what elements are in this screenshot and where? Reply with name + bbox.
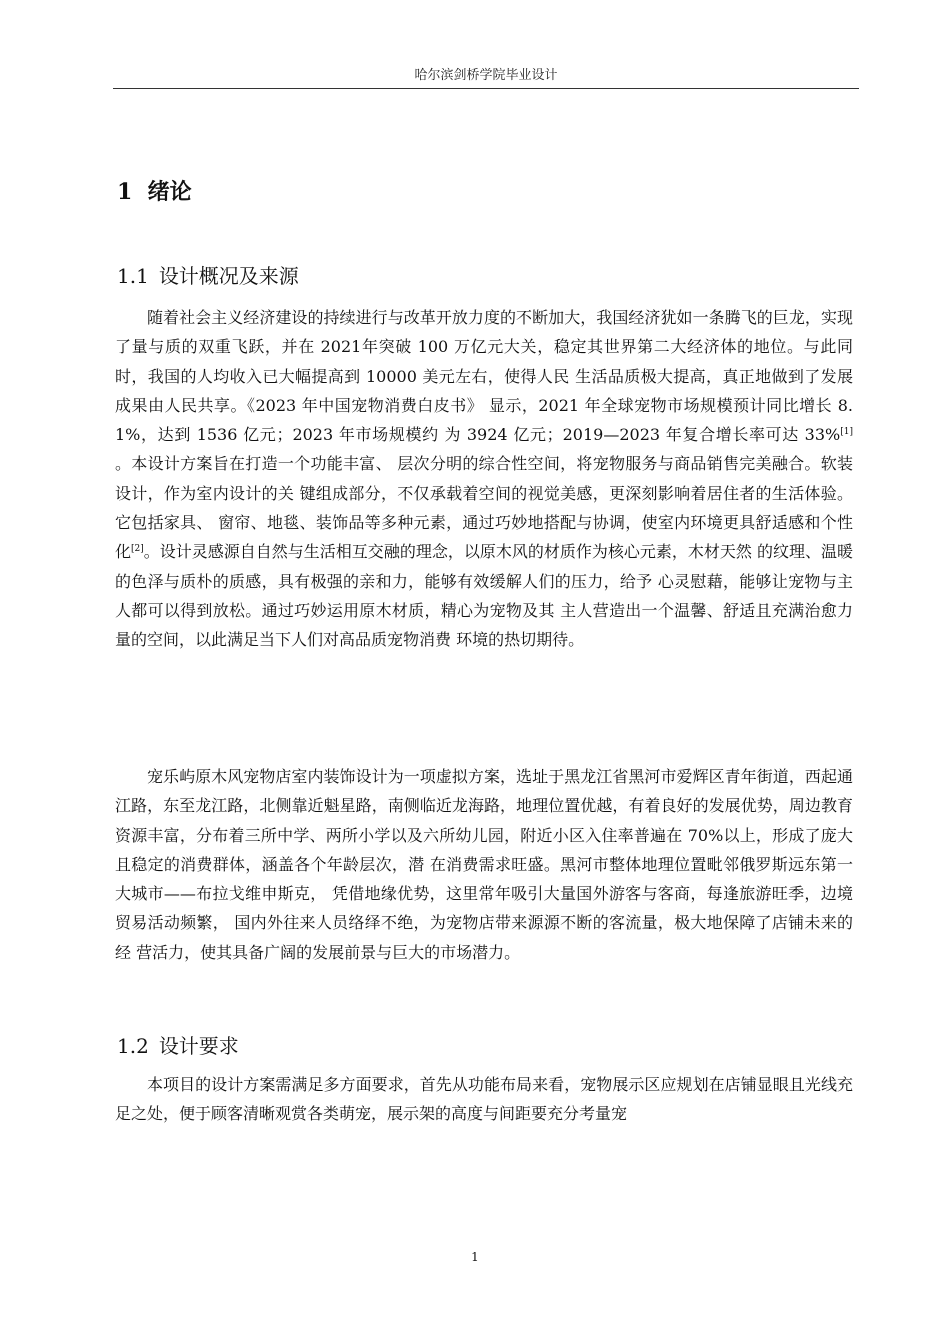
- header-rule: [113, 88, 859, 89]
- chapter-title: [117, 175, 192, 206]
- paragraph-text: 随着社会主义经济建设的持续进行与改革开放力度的不断加大，我国经济犹如一条腾飞的巨龙，实现了量与质的双重飞跃，并在 2021年突破 100 万亿元大关，稳定其世界第二大经济体的地位。与此同时，我国的人均收入已大幅提高到 10000 美元左右，使得人民 生活品质极大提高，真正地做到了发展成果由人民共享。《2023 年中国宠物消费白皮书》 显示，2021 年全球宠物市场规模预计同比增长 8.1%，达到 1536 亿元；2023 年市场规模约 为 3924 亿元；2019—2023 年复合增长率可达 33%: [115, 308, 853, 445]
- chapter-number: 1: [117, 179, 133, 205]
- paragraph-text: 本项目的设计方案需满足多方面要求，首先从功能布局来看，宠物展示区应规划在店铺显眼且光线充足之处，便于顾客清晰观赏各类萌宠，展示架的高度与间距要充分考量宠: [115, 1075, 853, 1124]
- paragraph-text: 。本设计方案旨在打造一个功能丰富、 层次分明的综合性空间，将宠物服务与商品销售完美融合。软装设计，作为室内设计的关 键组成部分，不仅承载着空间的视觉美感，更深刻影响着居住者的生活体验。它包括家具、 窗帘、地毯、装饰品等多种元素，通过巧妙地搭配与协调，使室内环境更具舒适感和个性 化: [115, 454, 853, 562]
- paragraph-text: 宠乐屿原木风宠物店室内装饰设计为一项虚拟方案，选址于黑龙江省黑河市爱辉区青年街道，西起通江路，东至龙江路，北侧靠近魁星路，南侧临近龙海路，地理位置优越，有着良好的发展优势，周边教育资源丰富，分布着三所中学、两所小学以及六所幼儿园，附近小区入住率普遍在 70%以上，形成了庞大且稳定的消费群体，涵盖各个年龄层次，潜 在消费需求旺盛。黑河市整体地理位置毗邻俄罗斯远东第一大城市——布拉戈维申斯克， 凭借地缘优势，这里常年吸引大量国外游客与客商，每逢旅游旺季，边境贸易活动频繁， 国内外往来人员络绎不绝，为宠物店带来源源不断的客流量，极大地保障了店铺未来的经 营活力，使其具备广阔的发展前景与巨大的市场潜力。: [115, 767, 853, 962]
- section-number: 1.2: [117, 1034, 149, 1058]
- page-number: 1: [471, 1250, 479, 1264]
- paragraph-1-1-a: [115, 303, 853, 655]
- citation-2: [2]: [131, 544, 144, 555]
- section-title-text: 设计概况及来源: [158, 264, 299, 288]
- paragraph-text: 。设计灵感源自自然与生活相互交融的理念，以原木风的材质作为核心元素，木材天然 的纹理、温暖的色泽与质朴的质感，具有极强的亲和力，能够有效缓解人们的压力，给予 心灵慰藉，能够让宠物与主人都可以得到放松。通过巧妙运用原木材质，精心为宠物及其 主人营造出一个温馨、舒适且充满治愈力量的空间，以此满足当下人们对高品质宠物消费 环境的热切期待。: [115, 542, 853, 650]
- paragraph-1-2-a: [115, 1070, 853, 1129]
- page-header: 哈尔滨剑桥学院毕业设计: [414, 68, 558, 83]
- paragraph-1-1-b: [115, 762, 853, 967]
- section-title-text: 设计要求: [158, 1034, 239, 1058]
- section-title-1-1: [117, 260, 299, 289]
- section-number: 1.1: [117, 264, 149, 288]
- citation-1: [1]: [840, 427, 853, 438]
- section-title-1-2: [117, 1030, 239, 1059]
- chapter-title-text: 绪论: [147, 179, 192, 205]
